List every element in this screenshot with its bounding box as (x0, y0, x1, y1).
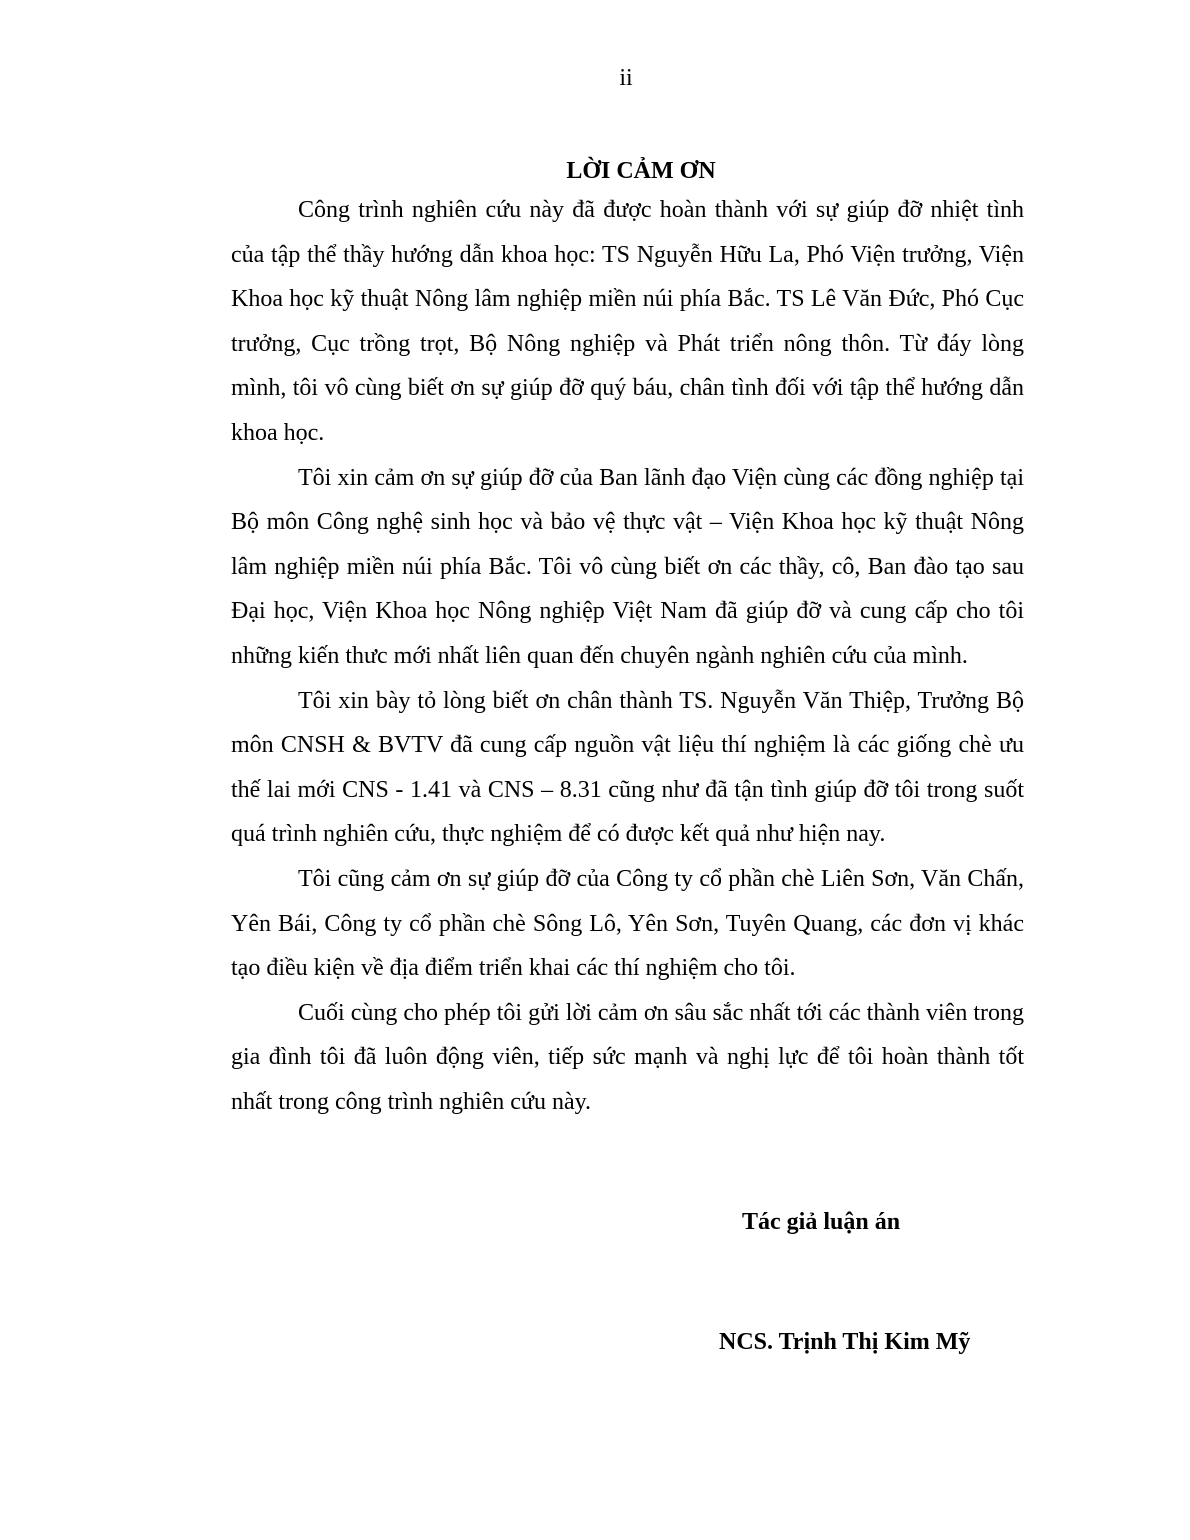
acknowledgement-body (231, 188, 1024, 1124)
signature-role: Tác giả luận án (742, 1209, 901, 1235)
paragraph-5: Cuối cùng cho phép tôi gửi lời cảm ơn sâu sắc nhất tới các thành viên trong gia đình tôi đã luôn động viên, tiếp sức mạnh và nghị lực để tôi hoàn thành tốt nhất trong công trình nghiên cứu này. (231, 999, 1024, 1115)
page-title: LỜI CẢM ƠN (566, 158, 716, 184)
paragraph-1: Công trình nghiên cứu này đã được hoàn thành với sự giúp đỡ nhiệt tình của tập thể thầy hướng dẫn khoa học: TS Nguyễn Hữu La, Phó Viện trưởng, Viện Khoa học kỹ thuật Nông lâm nghiệp miền núi phía Bắc. TS Lê Văn Đức, Phó Cục trưởng, Cục trồng trọt, Bộ Nông nghiệp và Phát triển nông thôn. Từ đáy lòng mình, tôi vô cùng biết ơn sự giúp đỡ quý báu, chân tình đối với tập thể hướng dẫn khoa học. (231, 197, 1024, 446)
paragraph-3: Tôi xin bày tỏ lòng biết ơn chân thành TS. Nguyễn Văn Thiệp, Trưởng Bộ môn CNSH & BVTV đã cung cấp nguồn vật liệu thí nghiệm là các giống chè ưu thế lai mới CNS - 1.41 và CNS – 8.31 cũng như đã tận tình giúp đỡ tôi trong suốt quá trình nghiên cứu, thực nghiệm để có được kết quả như hiện nay. (231, 687, 1024, 848)
page-number: ii (619, 65, 633, 91)
paragraph-4: Tôi cũng cảm ơn sự giúp đỡ của Công ty cổ phần chè Liên Sơn, Văn Chấn, Yên Bái, Công ty cổ phần chè Sông Lô, Yên Sơn, Tuyên Quang, các đơn vị khác tạo điều kiện về địa điểm triển khai các thí nghiệm cho tôi. (231, 865, 1024, 982)
signature-name: NCS. Trịnh Thị Kim Mỹ (719, 1329, 971, 1355)
paragraph-2: Tôi xin cảm ơn sự giúp đỡ của Ban lãnh đạo Viện cùng các đồng nghiệp tại Bộ môn Công nghệ sinh học và bảo vệ thực vật – Viện Khoa học kỹ thuật Nông lâm nghiệp miền núi phía Bắc. Tôi vô cùng biết ơn các thầy, cô, Ban đào tạo sau Đại học, Viện Khoa học Nông nghiệp Việt Nam đã giúp đỡ và cung cấp cho tôi những kiến thưc mới nhất liên quan đến chuyên ngành nghiên cứu của mình. (231, 464, 1024, 669)
